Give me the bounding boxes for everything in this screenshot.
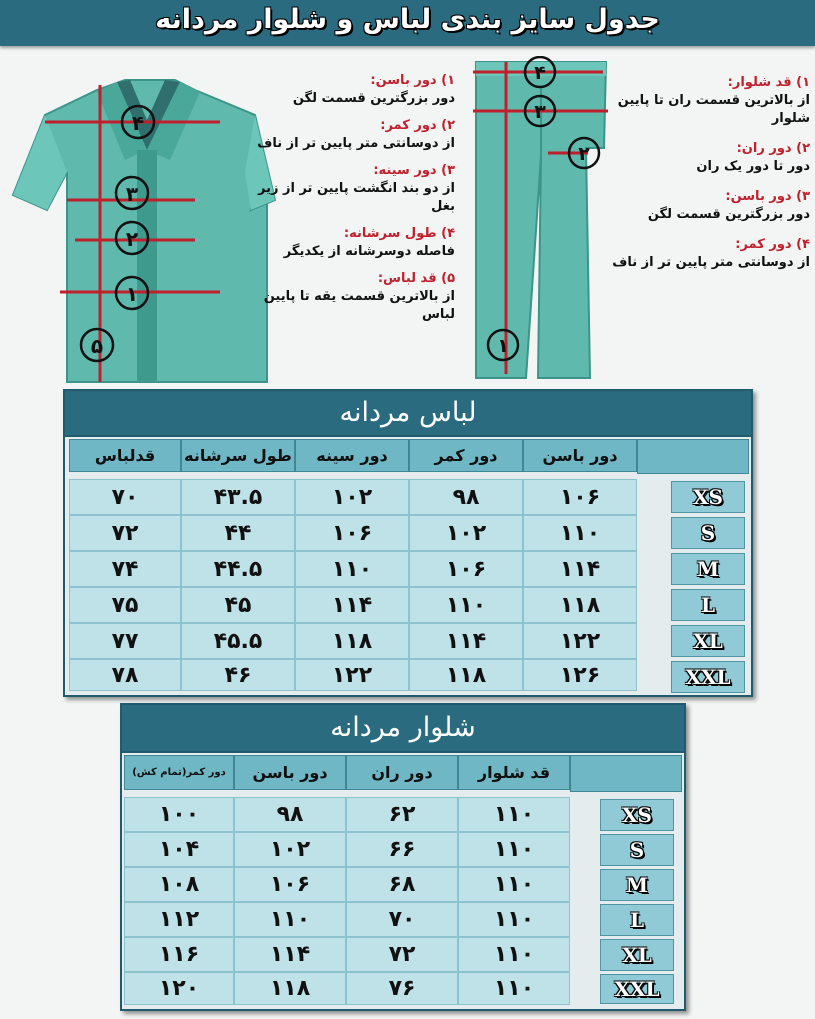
table-cell: ۱۱۰ bbox=[458, 937, 570, 972]
header-banner bbox=[0, 0, 815, 46]
column-header: دور باسن bbox=[523, 439, 637, 472]
pants-note: ۱) قد شلوار: از بالاترین قسمت ران تا پایین شلوار bbox=[617, 75, 810, 126]
table-cell: ۱۰۲ bbox=[234, 832, 346, 867]
table-corner bbox=[637, 439, 749, 474]
table-cell: ۴۵ bbox=[181, 587, 295, 623]
column-header: دور سینه bbox=[295, 439, 409, 472]
shirt-note: ۱) دور باسن: دور بزرگترین قسمت لگن bbox=[292, 73, 455, 106]
table-cell: ۱۱۰ bbox=[234, 902, 346, 937]
table-cell: ۱۰۲ bbox=[295, 479, 409, 515]
table-cell: ۶۶ bbox=[346, 832, 458, 867]
table-cell: ۱۱۰ bbox=[295, 551, 409, 587]
table-cell: ۱۱۸ bbox=[409, 659, 523, 691]
pants-marker-3: ۳ bbox=[534, 101, 546, 123]
shirt-size-table bbox=[63, 389, 753, 697]
table-cell: ۱۰۰ bbox=[124, 797, 234, 832]
table-cell: ۹۸ bbox=[409, 479, 523, 515]
table-cell: ۱۰۶ bbox=[523, 479, 637, 515]
table-cell: ۷۲ bbox=[346, 937, 458, 972]
table-cell: ۱۱۰ bbox=[458, 972, 570, 1005]
table-cell: ۱۱۴ bbox=[234, 937, 346, 972]
column-header: قدلباس bbox=[69, 439, 181, 472]
size-label: XL bbox=[671, 625, 745, 657]
column-header: دور کمر(تمام کش) bbox=[124, 755, 234, 790]
table-cell: ۱۱۶ bbox=[124, 937, 234, 972]
table-cell: ۱۰۸ bbox=[124, 867, 234, 902]
table-cell: ۴۳.۵ bbox=[181, 479, 295, 515]
table-cell: ۴۵.۵ bbox=[181, 623, 295, 659]
table-cell: ۱۱۰ bbox=[458, 797, 570, 832]
table-cell: ۴۶ bbox=[181, 659, 295, 691]
table-cell: ۷۰ bbox=[69, 479, 181, 515]
size-label: S bbox=[600, 834, 674, 866]
table-cell: ۴۴.۵ bbox=[181, 551, 295, 587]
pants-marker-1: ۱ bbox=[497, 335, 509, 357]
size-label: XXL bbox=[600, 974, 674, 1004]
table-cell: ۱۱۰ bbox=[409, 587, 523, 623]
shirt-marker-1: ۱ bbox=[125, 282, 139, 306]
table-cell: ۷۲ bbox=[69, 515, 181, 551]
page-title: جدول سایز بندی لباس و شلوار مردانه bbox=[155, 4, 660, 35]
table-corner bbox=[570, 755, 682, 792]
table-cell: ۷۴ bbox=[69, 551, 181, 587]
shirt-marker-2: ۲ bbox=[125, 227, 139, 251]
shirt-table-title: لباس مردانه bbox=[65, 391, 751, 437]
size-label: XS bbox=[600, 799, 674, 831]
size-label: M bbox=[671, 553, 745, 585]
pants-marker-2: ۲ bbox=[578, 143, 590, 165]
size-label: XXL bbox=[671, 661, 745, 693]
table-cell: ۱۱۸ bbox=[234, 972, 346, 1005]
column-header: دور ران bbox=[346, 755, 458, 790]
shirt-note: ۴) طول سرشانه: فاصله دوسرشانه از یکدیگر bbox=[283, 226, 455, 259]
pants-note: ۴) دور کمر: از دوسانتی متر پایین تر از ناف bbox=[612, 237, 810, 270]
column-header: دور باسن bbox=[234, 755, 346, 790]
table-cell: ۱۱۲ bbox=[124, 902, 234, 937]
table-cell: ۱۱۸ bbox=[523, 587, 637, 623]
pants-table-title: شلوار مردانه bbox=[122, 705, 684, 753]
table-cell: ۱۰۶ bbox=[234, 867, 346, 902]
table-cell: ۴۴ bbox=[181, 515, 295, 551]
size-label: M bbox=[600, 869, 674, 901]
table-cell: ۱۲۰ bbox=[124, 972, 234, 1005]
pants-note: ۳) دور باسن: دور بزرگترین قسمت لگن bbox=[647, 189, 810, 222]
pants-marker-4: ۴ bbox=[534, 62, 546, 84]
pants-illustration bbox=[468, 56, 618, 386]
column-header: قد شلوار bbox=[458, 755, 570, 790]
table-cell: ۱۰۲ bbox=[409, 515, 523, 551]
table-cell: ۱۰۴ bbox=[124, 832, 234, 867]
table-cell: ۱۰۶ bbox=[409, 551, 523, 587]
size-label: XS bbox=[671, 481, 745, 513]
size-label: L bbox=[600, 904, 674, 936]
shirt-measurement-notes bbox=[240, 72, 455, 333]
size-label: S bbox=[671, 517, 745, 549]
shirt-note: ۲) دور کمر: از دوسانتی متر پایین تر از ناف bbox=[257, 118, 455, 151]
table-cell: ۷۶ bbox=[346, 972, 458, 1005]
table-cell: ۱۱۴ bbox=[295, 587, 409, 623]
table-cell: ۱۱۸ bbox=[295, 623, 409, 659]
table-cell: ۶۸ bbox=[346, 867, 458, 902]
shirt-note: ۳) دور سینه: از دو بند انگشت پایین تر از زیر بغل bbox=[258, 163, 455, 214]
table-cell: ۶۲ bbox=[346, 797, 458, 832]
table-cell: ۱۱۰ bbox=[458, 832, 570, 867]
table-cell: ۱۱۰ bbox=[458, 867, 570, 902]
table-cell: ۱۲۲ bbox=[295, 659, 409, 691]
table-cell: ۹۸ bbox=[234, 797, 346, 832]
table-cell: ۱۰۶ bbox=[295, 515, 409, 551]
table-cell: ۱۲۲ bbox=[523, 623, 637, 659]
shirt-marker-3: ۳ bbox=[125, 182, 139, 206]
table-cell: ۷۸ bbox=[69, 659, 181, 691]
table-cell: ۷۷ bbox=[69, 623, 181, 659]
pants-note: ۲) دور ران: دور تا دور یک ران bbox=[696, 141, 810, 174]
shirt-marker-5: ۵ bbox=[90, 334, 104, 358]
shirt-note: ۵) قد لباس: از بالاترین قسمت یقه تا پایین لباس bbox=[263, 271, 455, 322]
shirt-marker-4: ۴ bbox=[131, 111, 145, 135]
size-label: L bbox=[671, 589, 745, 621]
column-header: طول سرشانه bbox=[181, 439, 295, 472]
table-cell: ۱۲۶ bbox=[523, 659, 637, 691]
column-header: دور کمر bbox=[409, 439, 523, 472]
table-cell: ۱۱۰ bbox=[458, 902, 570, 937]
shirt-illustration bbox=[5, 60, 280, 390]
table-cell: ۱۱۰ bbox=[523, 515, 637, 551]
table-cell: ۷۵ bbox=[69, 587, 181, 623]
size-label: XL bbox=[600, 939, 674, 971]
table-cell: ۱۱۴ bbox=[409, 623, 523, 659]
pants-size-table bbox=[120, 703, 686, 1011]
table-cell: ۷۰ bbox=[346, 902, 458, 937]
pants-measurement-notes bbox=[612, 74, 810, 284]
table-cell: ۱۱۴ bbox=[523, 551, 637, 587]
